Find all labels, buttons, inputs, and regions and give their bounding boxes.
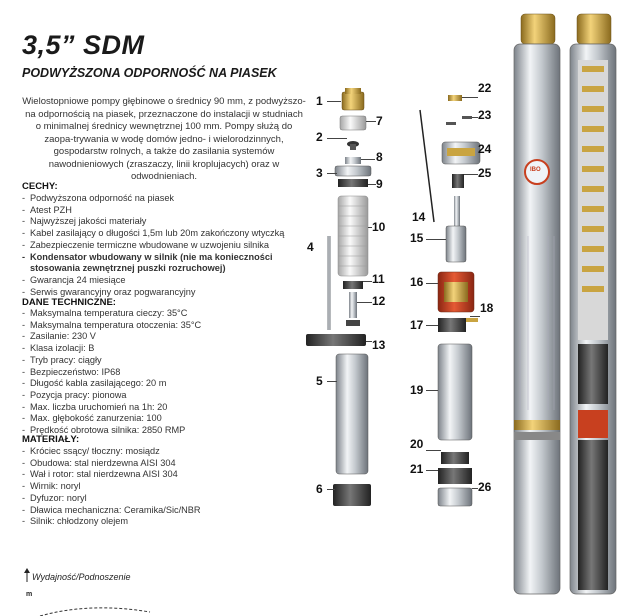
leader-line — [426, 450, 441, 451]
list-item: - Bezpieczeństwo: IP68 — [22, 367, 292, 379]
leader-line — [426, 390, 438, 391]
part-5-pump-housing — [336, 354, 368, 474]
part-number-label: 26 — [478, 480, 492, 494]
part-number-label: 12 — [372, 294, 386, 308]
list-item: - Kabel zasilający o długości 1,5m lub 20m zakończony wtyczką — [22, 228, 292, 240]
part-3-upper-housing — [335, 166, 371, 176]
product-title: 3,5” SDM — [22, 30, 145, 60]
part-10-impeller-stack — [338, 196, 368, 276]
list-item: - Maksymalna temperatura cieczy: 35°C — [22, 308, 292, 320]
list-item: - Wał i rotor: stal nierdzewna AISI 304 — [22, 469, 292, 481]
part-21-base-cap — [438, 468, 472, 484]
leader-line — [363, 281, 372, 282]
part-number-label: 6 — [316, 482, 323, 496]
list-item: - Max. liczba uruchomień na 1h: 20 — [22, 402, 292, 414]
part-number-label: 11 — [372, 272, 385, 286]
part-number-label: 20 — [410, 437, 424, 451]
part-number-label: 9 — [376, 177, 383, 191]
list-item: - Obudowa: stal nierdzewna AISI 304 — [22, 458, 292, 470]
part-9-ring — [338, 179, 368, 187]
list-item: - Dławica mechaniczna: Ceramika/Sic/NBR — [22, 505, 292, 517]
leader-line — [470, 316, 480, 317]
leader-line — [368, 227, 372, 228]
list-item: - Maksymalna temperatura otoczenia: 35°C — [22, 320, 292, 332]
part-number-label: 7 — [376, 114, 383, 128]
part-number-label: 23 — [478, 108, 492, 122]
list-item: - Króciec ssący/ tłoczny: mosiądz — [22, 446, 292, 458]
list-item: - Dyfuzor: noryl — [22, 493, 292, 505]
list-item: - Długość kabla zasilającego: 20 m — [22, 378, 292, 390]
part-6-bottom-connector — [333, 484, 371, 506]
part-number-label: 2 — [316, 130, 323, 144]
leader-line — [426, 239, 446, 240]
leader-line — [368, 184, 376, 185]
part-8-bearing — [345, 157, 361, 164]
leader-line — [327, 381, 337, 382]
assembled-pump-left — [514, 14, 560, 594]
part-number-label: 10 — [372, 220, 386, 234]
leader-line — [464, 174, 478, 175]
part-number-label: 22 — [478, 81, 492, 95]
part-23-screws — [446, 116, 472, 125]
part-number-label: 14 — [412, 210, 426, 224]
list-item: - Tryb pracy: ciągły — [22, 355, 292, 367]
part-number-label: 21 — [410, 462, 424, 476]
leader-line — [327, 138, 347, 139]
part-number-label: 16 — [410, 275, 424, 289]
assembled-pump-cutaway — [570, 14, 616, 594]
list-item: - Zasilanie: 230 V — [22, 331, 292, 343]
leader-line — [327, 489, 335, 490]
list-item: - Max. głębokość zanurzenia: 100 — [22, 413, 292, 425]
part-number-label: 17 — [410, 318, 424, 332]
part-25-shaft-top — [452, 174, 464, 188]
leader-line — [366, 121, 376, 122]
part-number-label: 18 — [480, 301, 494, 315]
part-17-motor-ring — [438, 318, 466, 332]
part-number-label: 5 — [316, 374, 323, 388]
part-7-check-valve — [340, 116, 366, 130]
materials-heading: MATERIAŁY: — [22, 434, 80, 445]
list-item: - Wirnik: noryl — [22, 481, 292, 493]
list-item: - Serwis gwarancyjny oraz pogwarancyjny — [22, 287, 292, 299]
product-description: Wielostopniowe pompy głębinowe o średnicy 90 mm, z podwyższo-na odpornością na piasek, przeznaczone do instalacji w studniach o minimalnej średnicy wewnętrznej 100 mm. Pompy służą do zaopa-trywania w wodę domów jedno- i wielorodzinnych, gospodarstw rolnych, a także do zasilania systemów nawodnieniowych (zraszaczy, linii kroplujacych) oraz w odwodnieniach. — [22, 96, 306, 182]
part-15-rotor — [446, 196, 466, 262]
part-number-label: 8 — [376, 150, 383, 164]
list-item: - Klasa izolacji: B — [22, 343, 292, 355]
part-1-outlet-brass — [342, 88, 364, 110]
leader-line — [462, 97, 478, 98]
leader-line — [327, 173, 337, 174]
list-item: - Podwyższona odporność na piasek — [22, 193, 292, 205]
list-item: - Najwyższej jakości materiały — [22, 216, 292, 228]
part-number-label: 13 — [372, 338, 386, 352]
part-number-label: 3 — [316, 166, 323, 180]
leader-line — [366, 341, 372, 342]
leader-line — [327, 101, 341, 102]
part-number-label: 19 — [410, 383, 424, 397]
part-26-motor-bottom — [438, 488, 472, 506]
list-item: - Zabezpieczenie termiczne wbudowane w uzwojeniu silnika — [22, 240, 292, 252]
leader-line — [361, 159, 375, 160]
product-subtitle: PODWYŻSZONA ODPORNOŚĆ NA PIASEK — [22, 66, 277, 80]
brand-label: IBO — [530, 167, 541, 173]
part-11-lower-ring — [343, 281, 363, 289]
list-item: - Gwarancja 24 miesiące — [22, 275, 292, 287]
list-item: - Kondensator wbudowany w silnik (nie ma konieczności stosowania zewnętrznej puszki rozruchowej) — [22, 252, 292, 275]
leader-line — [426, 470, 438, 471]
part-14-cable — [420, 110, 434, 222]
list-item: - Prędkość obrotowa silnika: 2850 RMP — [22, 425, 292, 437]
leader-line — [472, 117, 478, 118]
part-16-stator — [438, 272, 474, 312]
leader-line — [357, 302, 372, 303]
part-number-label: 1 — [316, 94, 323, 108]
part-2-valve-seal — [347, 141, 359, 150]
list-item: - Silnik: chłodzony olejem — [22, 516, 292, 528]
part-20-bearing-lower — [441, 452, 469, 464]
part-number-label: 24 — [478, 142, 492, 156]
technical-heading: DANE TECHNICZNE: — [22, 297, 116, 308]
part-22-motor-top — [448, 95, 462, 101]
part-13-intake-screen — [306, 334, 366, 346]
chart-unit-label: m — [26, 591, 33, 598]
part-number-label: 15 — [410, 231, 424, 245]
part-24-motor-head — [442, 142, 480, 164]
part-18-seal — [466, 318, 478, 322]
part-number-label: 4 — [307, 240, 314, 254]
part-19-motor-housing — [438, 344, 472, 440]
list-item: - Pozycja pracy: pionowa — [22, 390, 292, 402]
features-heading: CECHY: — [22, 181, 58, 192]
leader-line — [426, 325, 438, 326]
leader-line — [472, 488, 478, 489]
chart-axis-label: Wydajność/Podnoszenie — [32, 572, 131, 582]
leader-line — [426, 283, 438, 284]
part-number-label: 25 — [478, 166, 492, 180]
part-12-coupling — [346, 292, 360, 326]
list-item: - Atest PZH — [22, 205, 292, 217]
